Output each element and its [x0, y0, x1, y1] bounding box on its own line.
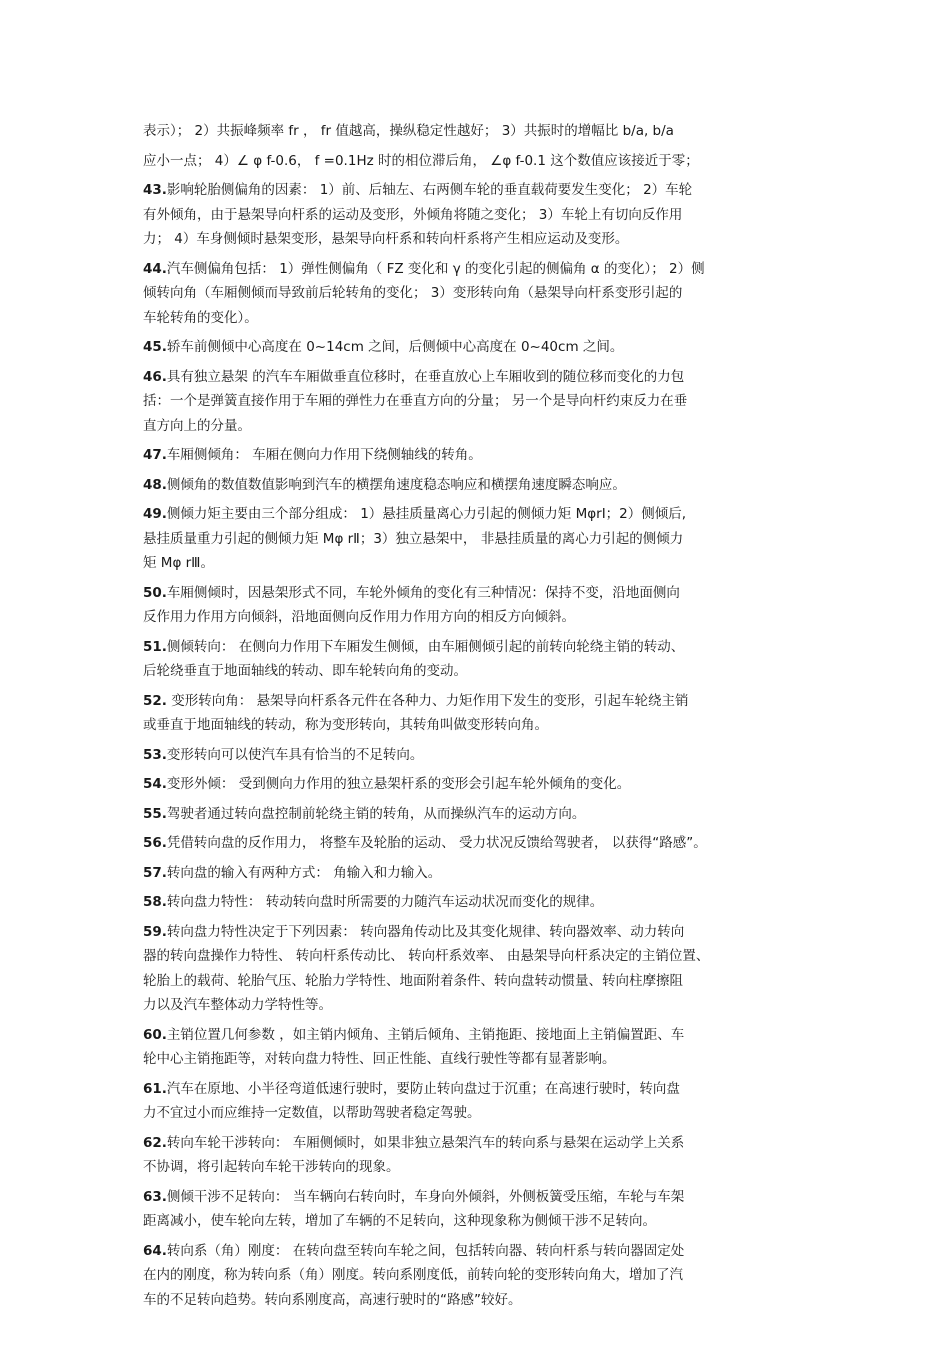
item-number: 45. [143, 339, 167, 355]
line-text: 不协调，将引起转向车轮干涉转向的现象。 [143, 1159, 400, 1175]
text-line [143, 527, 823, 552]
line-text: 车轮转角的变化）。 [143, 309, 258, 326]
text-line [143, 551, 823, 576]
text-line [143, 502, 823, 527]
text-line [143, 1263, 823, 1288]
text-line [143, 890, 823, 915]
text-line [143, 581, 823, 606]
line-text: 侧倾力矩主要由三个部分组成： 1）悬挂质量离心力引起的侧倾力矩 MφrⅠ；2）侧倾后, [166, 506, 687, 522]
line-text: 汽车在原地、小半径弯道低速行驶时，要防止转向盘过于沉重；在高速行驶时，转向盘 [166, 1080, 680, 1097]
item-number: 43. [143, 182, 167, 198]
text-line [143, 802, 823, 827]
paragraph [143, 1023, 823, 1072]
text-line [143, 1209, 823, 1234]
paragraph [143, 178, 823, 252]
line-text: 具有独立悬架 的汽车车厢做垂直位移时，在垂直放心上车厢收到的随位移而变化的力包 [166, 368, 685, 385]
paragraph [143, 635, 823, 684]
line-text: 转向盘力特性决定于下列因素： 转向器角传动比及其变化规律、转向器效率、动力转向 [166, 923, 685, 940]
paragraph [143, 861, 823, 886]
line-text: 转向盘的输入有两种方式： 角输入和力输入。 [166, 864, 442, 881]
line-text: 力以及汽车整体动力学特性等。 [143, 997, 332, 1013]
text-line [143, 969, 823, 994]
line-text: 车厢侧倾角： 车厢在侧向力作用下绕侧轴线的转角。 [166, 447, 482, 463]
paragraph [143, 1131, 823, 1180]
paragraph [143, 502, 823, 576]
item-number: 55. [143, 805, 167, 822]
paragraph [143, 365, 823, 439]
line-text: 转向盘力特性： 转动转向盘时所需要的力随汽车运动状况而变化的规律。 [166, 894, 604, 910]
item-number: 54. [143, 776, 167, 792]
text-line [143, 713, 823, 738]
paragraph [143, 689, 823, 738]
item-number: 62. [143, 1134, 167, 1151]
text-line [143, 149, 823, 174]
line-text: 转向系（角）刚度： 在转向盘至转向车轮之间，包括转向器、转向杆系与转向器固定处 [166, 1242, 685, 1259]
line-text: 驾驶者通过转向盘控制前轮绕主销的转角，从而操纵汽车的运动方向。 [166, 805, 586, 822]
document-body [143, 119, 823, 1317]
line-text: 在内的刚度，称为转向系（角）刚度。转向系刚度低，前转向轮的变形转向角大，增加了汽 [143, 1267, 683, 1283]
item-number: 57. [143, 864, 167, 881]
text-line [143, 1185, 823, 1210]
line-text: 侧倾干涉不足转向： 当车辆向右转向时，车身向外倾斜，外侧板簧受压缩，车轮与车架 [166, 1188, 685, 1205]
text-line [143, 743, 823, 768]
paragraph [143, 581, 823, 630]
text-line [143, 920, 823, 945]
paragraph [143, 119, 823, 144]
text-line [143, 227, 823, 252]
text-line [143, 1288, 823, 1313]
text-line [143, 689, 823, 714]
text-line [143, 365, 823, 390]
text-line [143, 635, 823, 660]
line-text: 力； 4）车身侧倾时悬架变形，悬架导向杆系和转向杆系将产生相应运动及变形。 [143, 231, 629, 247]
line-text: 直方向上的分量。 [143, 417, 251, 434]
text-line [143, 1155, 823, 1180]
line-text: 距离减小，使车轮向左转，增加了车辆的不足转向，这种现象称为侧倾干涉不足转向。 [143, 1213, 656, 1229]
line-text: 括：一个是弹簧直接作用于车厢的弹性力在垂直方向的分量； 另一个是导向杆约束反力在垂 [143, 393, 688, 409]
line-text: 侧倾角的数值数值影响到汽车的横摆角速度稳态响应和横摆角速度瞬态响应。 [166, 476, 626, 493]
text-line [143, 1023, 823, 1048]
text-line [143, 443, 823, 468]
item-number: 50. [143, 584, 167, 601]
text-line [143, 993, 823, 1018]
item-number: 48. [143, 476, 167, 493]
item-number: 64. [143, 1242, 167, 1259]
text-line [143, 659, 823, 684]
text-line [143, 1077, 823, 1102]
text-line [143, 257, 823, 282]
paragraph [143, 1185, 823, 1234]
line-text: 车的不足转向趋势。转向系刚度高，高速行驶时的“路感”较好。 [143, 1291, 522, 1308]
line-text: 轿车前侧倾中心高度在 0~14cm 之间，后侧倾中心高度在 0~40cm 之间。 [166, 339, 624, 355]
paragraph [143, 443, 823, 468]
text-line [143, 414, 823, 439]
item-number: 58. [143, 894, 167, 910]
line-text: 悬挂质量重力引起的侧倾力矩 Mφ rⅡ；3）独立悬架中， 非悬挂质量的离心力引起的侧倾力 [143, 530, 684, 547]
line-text: 矩 Mφ rⅢ。 [143, 555, 214, 571]
line-text: 或垂直于地面轴线的转动，称为变形转向，其转角叫做变形转向角。 [143, 717, 548, 733]
line-text: 表示）； 2）共振峰频率 fr ， fr 值越高，操纵稳定性越好； 3）共振时的增幅比 b/a, b/a [143, 123, 674, 139]
line-text: 汽车侧偏角包括： 1）弹性侧偏角（ FZ 变化和 γ 的变化引起的侧偏角 α 的变化）； 2）侧 [166, 260, 705, 277]
text-line [143, 861, 823, 886]
item-number: 51. [143, 638, 167, 655]
text-line [143, 1047, 823, 1072]
paragraph [143, 1077, 823, 1126]
text-line [143, 473, 823, 498]
text-line [143, 203, 823, 228]
line-text: 转向车轮干涉转向： 车厢侧倾时，如果非独立悬架汽车的转向系与悬架在运动学上关系 [166, 1134, 685, 1151]
line-text: 力不宜过小而应维持一定数值，以帮助驾驶者稳定驾驶。 [143, 1105, 481, 1121]
line-text: 凭借转向盘的反作用力， 将整车及轮胎的运动、 受力状况反馈给驾驶者， 以获得“路感”。 [166, 835, 707, 851]
text-line [143, 335, 823, 360]
line-text: 后轮绕垂直于地面轴线的转动、即车轮转向角的变动。 [143, 663, 467, 679]
line-text: 反作用力作用方向倾斜，沿地面侧向反作用力作用方向的相反方向倾斜。 [143, 609, 575, 625]
text-line [143, 772, 823, 797]
item-number: 59. [143, 923, 167, 940]
text-line [143, 281, 823, 306]
text-line [143, 944, 823, 969]
text-line [143, 1101, 823, 1126]
paragraph [143, 257, 823, 331]
line-text: 器的转向盘操作力特性、 转向杆系传动比、 转向杆系效率、 由悬架导向杆系决定的主销位置、 [143, 948, 710, 964]
line-text: 有外倾角，由于悬架导向杆系的运动及变形，外倾角将随之变化； 3）车轮上有切向反作用 [143, 206, 683, 223]
text-line [143, 306, 823, 331]
line-text: 主销位置几何参数 ，如主销内倾角、主销后倾角、主销拖距、接地面上主销偏置距、车 [166, 1026, 685, 1043]
item-number: 49. [143, 506, 167, 522]
text-line [143, 1239, 823, 1264]
paragraph [143, 802, 823, 827]
item-number: 47. [143, 447, 167, 463]
item-number: 44. [143, 260, 167, 277]
text-line [143, 389, 823, 414]
item-number: 46. [143, 368, 167, 385]
line-text: 轮中心主销拖距等，对转向盘力特性、回正性能、直线行驶性等都有显著影响。 [143, 1051, 616, 1067]
line-text: 影响轮胎侧偏角的因素： 1）前、后轴左、右两侧车轮的垂直载荷要发生变化； 2）车轮 [166, 182, 693, 198]
paragraph [143, 743, 823, 768]
paragraph [143, 890, 823, 915]
item-number: 61. [143, 1080, 167, 1097]
line-text: 变形外倾： 受到侧向力作用的独立悬架杆系的变形会引起车轮外倾角的变化。 [166, 776, 631, 792]
line-text: 应小一点； 4）∠ φ f-0.6， f =0.1Hz 时的相位滞后角， ∠φ f-0.1 这个数值应该接近于零； [143, 152, 699, 169]
line-text: 变形转向可以使汽车具有恰当的不足转向。 [166, 746, 424, 763]
item-number: 56. [143, 835, 167, 851]
text-line [143, 119, 823, 144]
paragraph [143, 831, 823, 856]
line-text: 变形转向角： 悬架导向杆系各元件在各种力、力矩作用下发生的变形，引起车轮绕主销 [166, 692, 689, 709]
paragraph [143, 149, 823, 174]
paragraph [143, 1239, 823, 1313]
item-number: 52. [143, 692, 167, 709]
text-line [143, 1131, 823, 1156]
text-line [143, 178, 823, 203]
paragraph [143, 772, 823, 797]
line-text: 侧倾转向： 在侧向力作用下车厢发生侧倾，由车厢侧倾引起的前转向轮绕主销的转动、 [166, 638, 685, 655]
paragraph [143, 920, 823, 1018]
paragraph [143, 335, 823, 360]
text-line [143, 831, 823, 856]
item-number: 53. [143, 746, 167, 763]
paragraph [143, 473, 823, 498]
line-text: 倾转向角（车厢侧倾而导致前后轮转角的变化； 3）变形转向角（悬架导向杆系变形引起的 [143, 285, 683, 301]
line-text: 轮胎上的载荷、轮胎气压、轮胎力学特性、地面附着条件、转向盘转动惯量、转向柱摩擦阻 [143, 972, 683, 989]
line-text: 车厢侧倾时，因悬架形式不同，车轮外倾角的变化有三种情况：保持不变，沿地面侧向 [166, 584, 680, 601]
text-line [143, 605, 823, 630]
item-number: 60. [143, 1026, 167, 1043]
item-number: 63. [143, 1188, 167, 1205]
